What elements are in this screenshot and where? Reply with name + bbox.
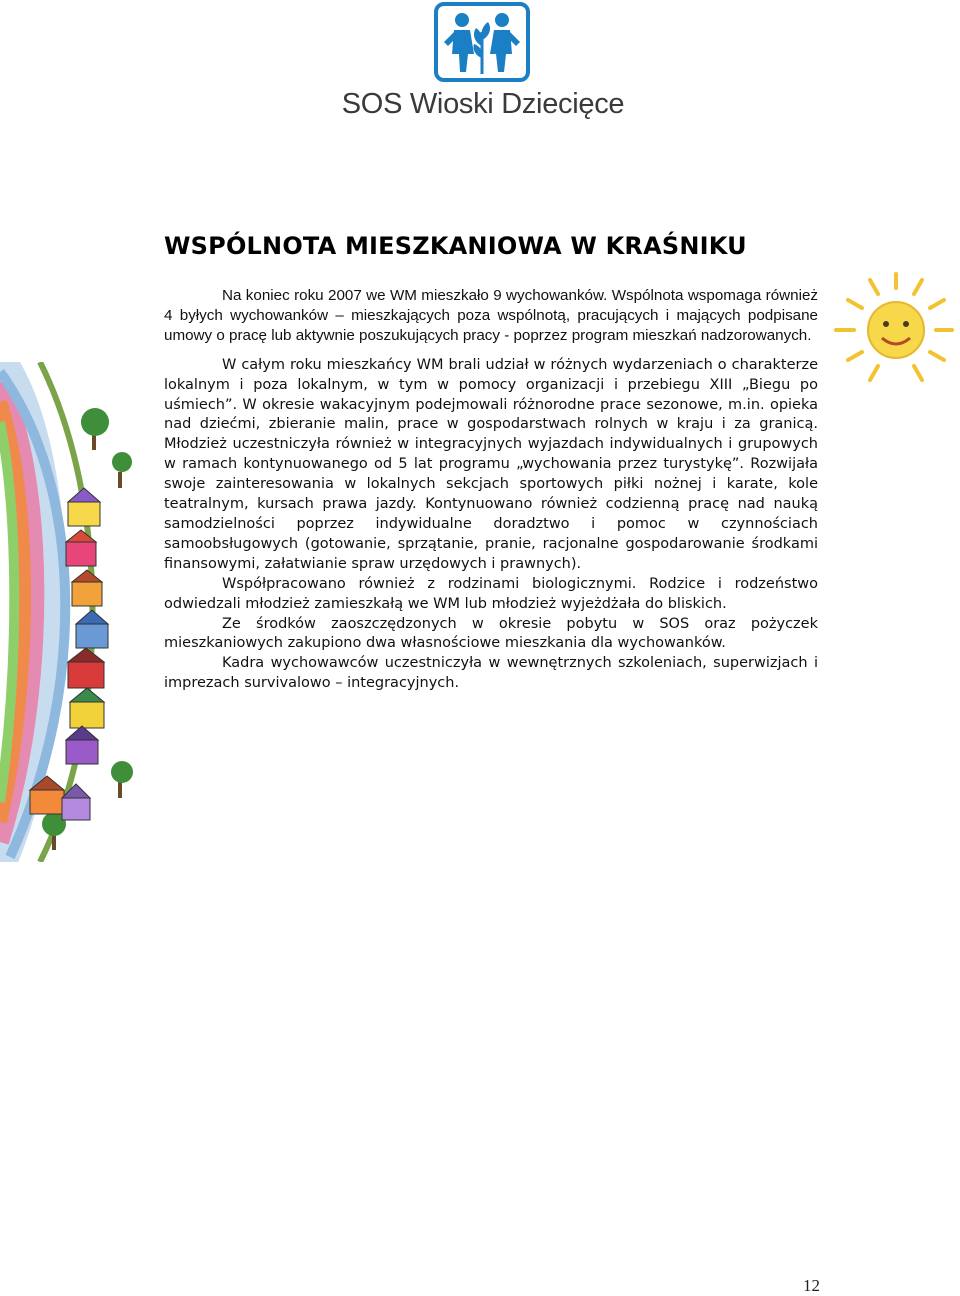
page-number: 12	[803, 1276, 820, 1295]
page-title: WSPÓLNOTA MIESZKANIOWA W KRAŚNIKU	[164, 232, 747, 260]
rainbow-houses-drawing	[0, 362, 170, 862]
sun-drawing-icon	[826, 268, 958, 394]
paragraph: Na koniec roku 2007 we WM mieszkało 9 wychowanków. Wspólnota wspomaga również 4 byłych wychowanków – mieszkających poza wspólnotą, pracujących i mających podpisane umowy o pracę lub aktywnie poszukujących pracy - poprzez program mieszkań nadzorowanych.	[164, 287, 818, 344]
paragraph: Współpracowano również z rodzinami biologicznymi. Rodzice i rodzeństwo odwiedzali młodzież zamieszkałą we WM lub młodzież wyjeżdżała do bliskich.	[164, 575, 818, 612]
paragraph: Ze środków zaoszczędzonych w okresie pobytu w SOS oraz pożyczek mieszkaniowych zakupiono dwa własnościowe mieszkania dla wychowanków.	[164, 615, 818, 652]
paragraph: W całym roku mieszkańcy WM brali udział w różnych wydarzeniach o charakterze lokalnym i poza lokalnym, w tym w pomocy organizacji i przebiegu XIII „Biegu po uśmiech”. W okresie wakacyjnym podejmowali różnorodne prace sezonowe, m.in. opieka nad dziećmi, zbieranie malin, prace w gospodarstwach rolnych w kraju i za granicą. Młodzież uczestniczyła również w integracyjnych wyjazdach indywidualnych i grupowych w ramach kontynuowanego od 5 lat programu „wychowania przez turystykę”. Rozwijała swoje zainteresowania w lokalnych sekcjach sportowych piłki nożnej i karate, kole teatralnym, kursach prawa jazdy. Kontynuowano również codzienną pracę nad nauką samodzielności poprzez indywidualne doradztwo i pomoc w czynnościach samoobsługowych (gotowanie, sprzątanie, pranie, racjonalne gospodarowanie środkami finansowymi, załatwianie spraw urzędowych i prawnych).	[164, 356, 818, 572]
sos-logo-icon	[434, 2, 530, 82]
body-text	[164, 286, 818, 694]
paragraph: Kadra wychowawców uczestniczyła w wewnętrznych szkoleniach, superwizjach i imprezach survivalowo – integracyjnych.	[164, 655, 818, 692]
brand-name: SOS Wioski Dziecięce	[341, 88, 625, 120]
